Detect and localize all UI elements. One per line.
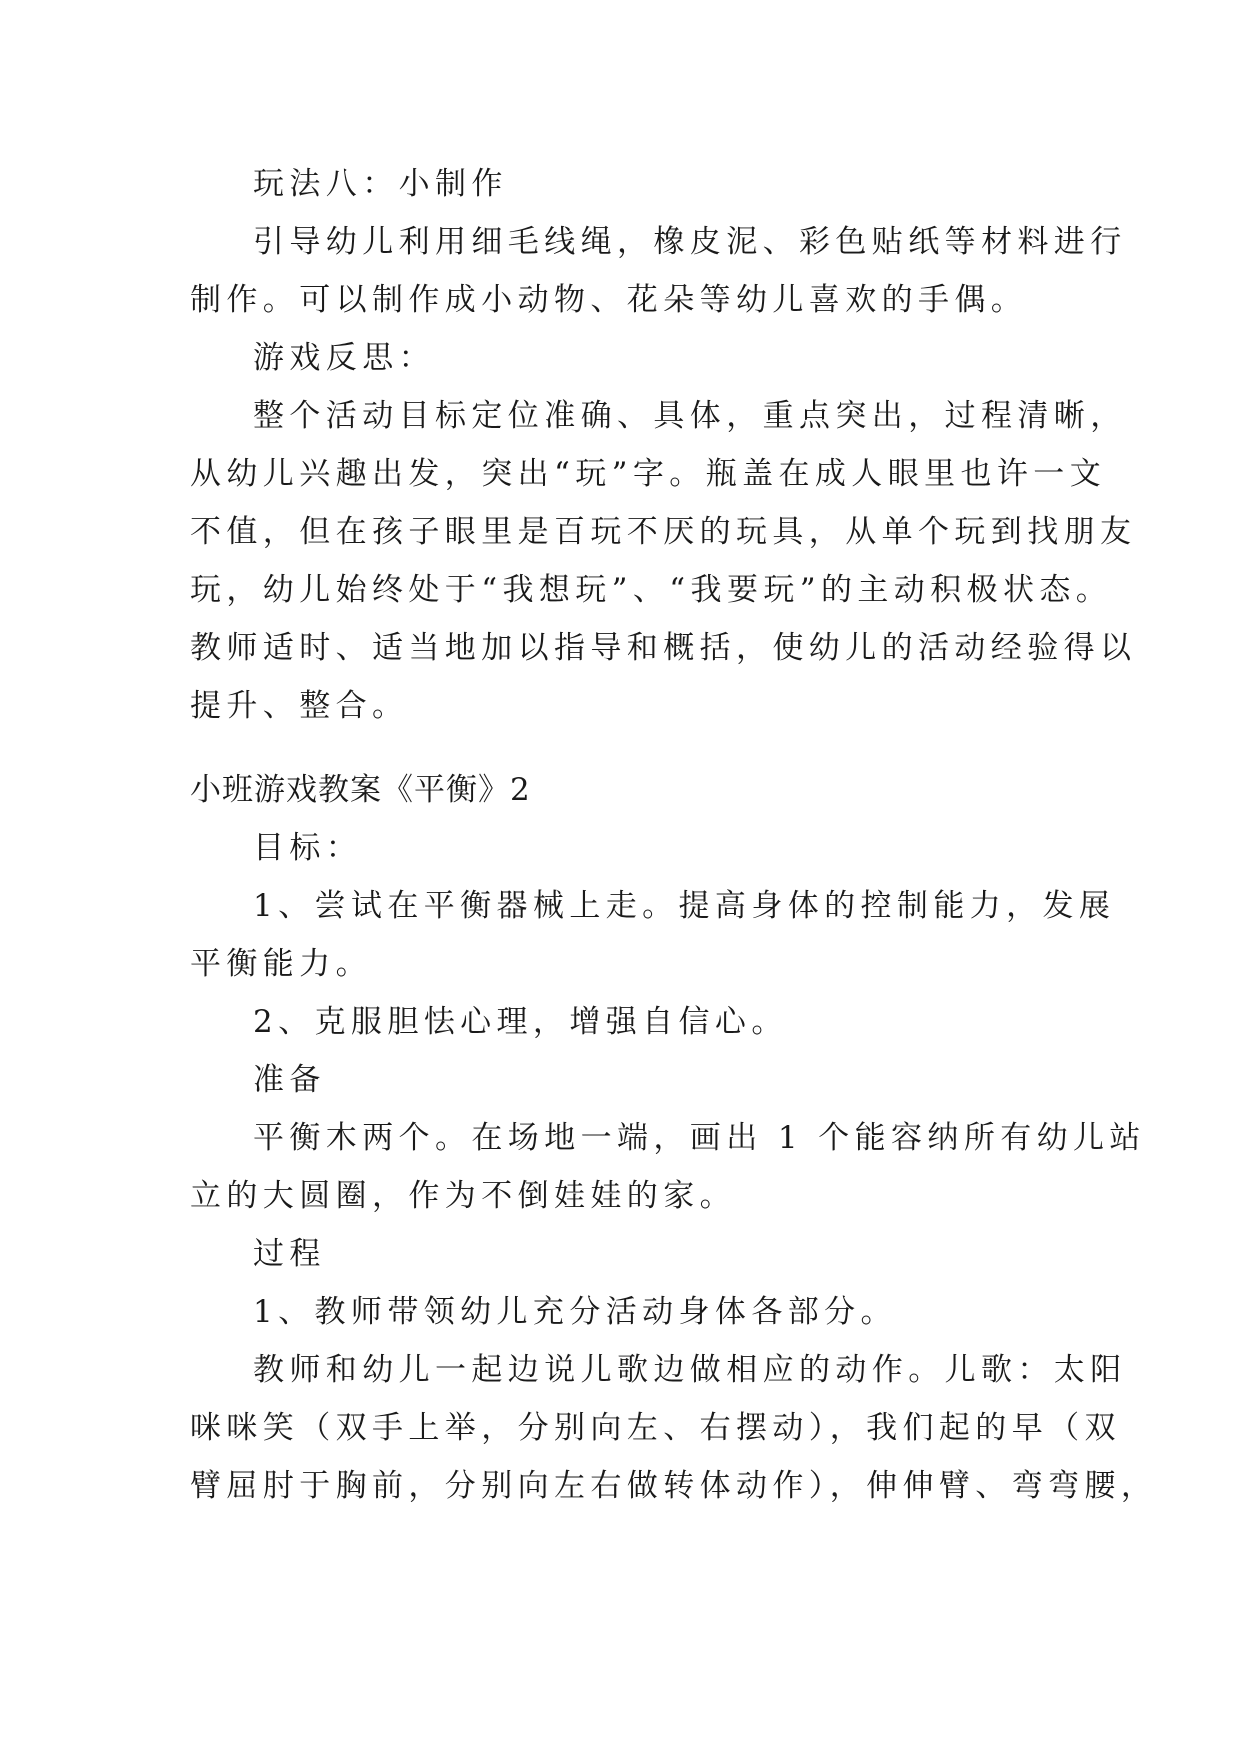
paragraph-line: 教师和幼儿一起边说儿歌边做相应的动作。儿歌：太阳 xyxy=(253,1352,1127,1388)
paragraph-line: 臂屈肘于胸前，分别向左右做转体动作），伸伸臂、弯弯腰， xyxy=(190,1468,1158,1504)
paragraph-line: 准备 xyxy=(253,1062,326,1098)
paragraph-line: 游戏反思： xyxy=(253,340,435,376)
paragraph-line: 平衡能力。 xyxy=(190,946,372,982)
paragraph-line: 1、尝试在平衡器械上走。提高身体的控制能力，发展 xyxy=(253,888,1116,924)
paragraph-line: 咪咪笑（双手上举，分别向左、右摆动），我们起的早（双 xyxy=(190,1410,1121,1446)
paragraph-line: 引导幼儿利用细毛线绳，橡皮泥、彩色贴纸等材料进行 xyxy=(253,224,1127,260)
paragraph-line: 制作。可以制作成小动物、花朵等幼儿喜欢的手偶。 xyxy=(190,282,1028,318)
paragraph-line: 1、教师带领幼儿充分活动身体各部分。 xyxy=(253,1294,897,1330)
paragraph-line: 玩法八：小制作 xyxy=(253,166,508,202)
paragraph-line: 2、克服胆怯心理，增强自信心。 xyxy=(253,1004,788,1040)
section-heading: 小班游戏教案《平衡》2 xyxy=(190,772,531,808)
paragraph-line: 过程 xyxy=(253,1236,326,1272)
paragraph-line: 立的大圆圈，作为不倒娃娃的家。 xyxy=(190,1178,736,1214)
paragraph-line: 教师适时、适当地加以指导和概括，使幼儿的活动经验得以 xyxy=(190,630,1137,666)
paragraph-line: 从幼儿兴趣出发，突出“玩”字。瓶盖在成人眼里也许一文 xyxy=(190,456,1107,492)
paragraph-line: 玩，幼儿始终处于“我想玩”、“我要玩”的主动积极状态。 xyxy=(190,572,1113,608)
paragraph-line: 整个活动目标定位准确、具体，重点突出，过程清晰， xyxy=(253,398,1127,434)
paragraph-line: 平衡木两个。在场地一端，画出 1 个能容纳所有幼儿站 xyxy=(253,1120,1146,1156)
paragraph-line: 目标： xyxy=(253,830,363,866)
paragraph-line: 提升、整合。 xyxy=(190,688,409,724)
paragraph-line: 不值，但在孩子眼里是百玩不厌的玩具，从单个玩到找朋友 xyxy=(190,514,1137,550)
